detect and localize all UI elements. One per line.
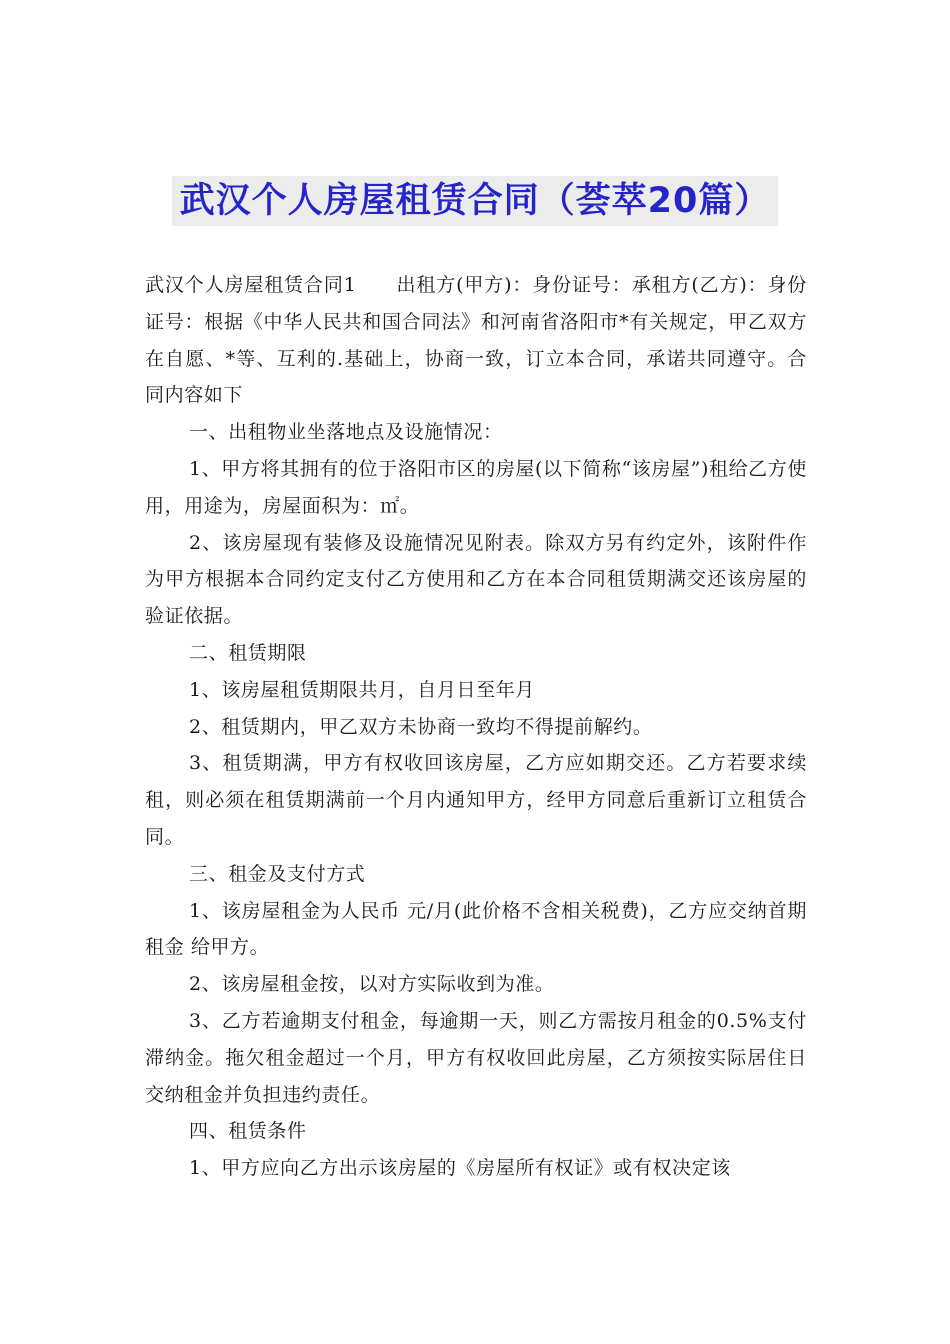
- paragraph-intro: 武汉个人房屋租赁合同1 出租方(甲方)：身份证号：承租方(乙方)：身份证号：根据《中华人民共和国合同法》和河南省洛阳市*有关规定，甲乙双方在自愿、*等、互利的.基础上，协商一致，订立本合同，承诺共同遵守。合同内容如下: [145, 274, 807, 407]
- paragraph-2-2: 2、租赁期内，甲乙双方未协商一致均不得提前解约。: [189, 715, 653, 738]
- document-title: 武汉个人房屋租赁合同（荟萃20篇）: [172, 176, 779, 226]
- title-container: [0, 176, 950, 226]
- section-heading-2: 二、租赁期限: [189, 641, 307, 664]
- paragraph-3-1: 1、该房屋租金为人民币 元/月(此价格不含相关税费)，乙方应交纳首期租金 给甲方。: [145, 899, 807, 959]
- document-body: [145, 267, 807, 1187]
- paragraph-2-1: 1、该房屋租赁期限共月，自月日至年月: [189, 678, 535, 701]
- paragraph-1-1: 1、甲方将其拥有的位于洛阳市区的房屋(以下简称“该房屋”)租给乙方使用，用途为，房屋面积为：㎡。: [145, 457, 807, 517]
- section-heading-1: 一、出租物业坐落地点及设施情况：: [189, 421, 503, 444]
- paragraph-1-2: 2、该房屋现有装修及设施情况见附表。除双方另有约定外，该附件作为甲方根据本合同约定支付乙方使用和乙方在本合同租赁期满交还该房屋的验证依据。: [145, 531, 807, 628]
- paragraph-4-1: 1、甲方应向乙方出示该房屋的《房屋所有权证》或有权决定该: [189, 1157, 731, 1180]
- paragraph-3-3: 3、乙方若逾期支付租金，每逾期一天，则乙方需按月租金的0.5%支付滞纳金。拖欠租金超过一个月，甲方有权收回此房屋，乙方须按实际居住日交纳租金并负担违约责任。: [145, 1009, 807, 1106]
- section-heading-4: 四、租赁条件: [189, 1120, 307, 1143]
- paragraph-3-2: 2、该房屋租金按，以对方实际收到为准。: [189, 973, 555, 996]
- paragraph-2-3: 3、租赁期满，甲方有权收回该房屋，乙方应如期交还。乙方若要求续租，则必须在租赁期满前一个月内通知甲方，经甲方同意后重新订立租赁合同。: [145, 752, 807, 848]
- section-heading-3: 三、租金及支付方式: [189, 862, 366, 885]
